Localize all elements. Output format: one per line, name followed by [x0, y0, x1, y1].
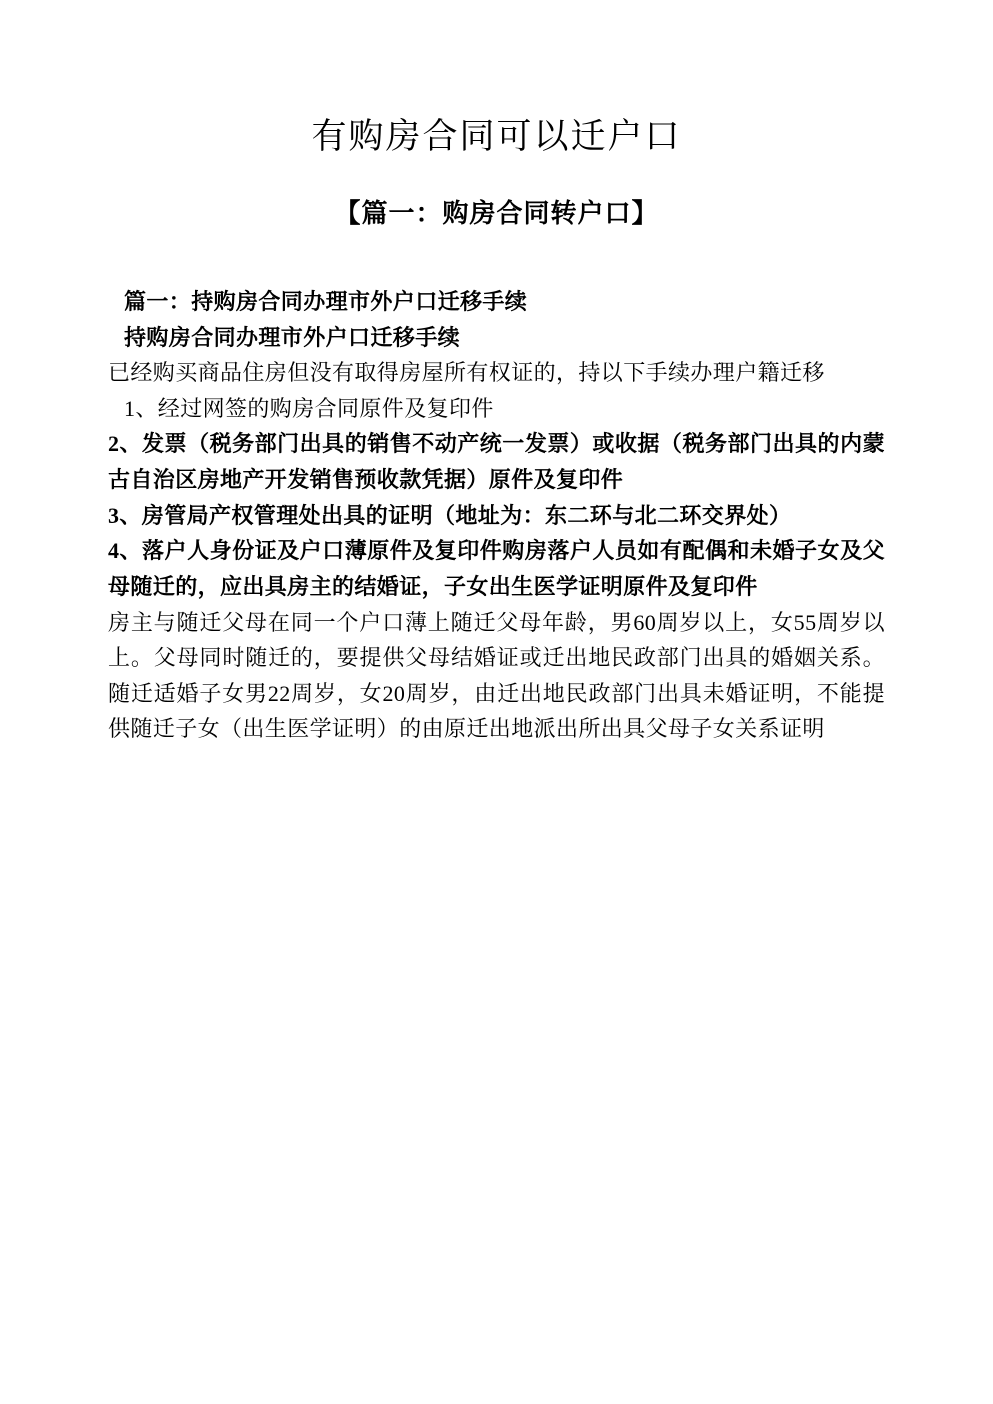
list-item-1: 1、经过网签的购房合同原件及复印件 [124, 395, 494, 421]
list-item-2: 2、发票（税务部门出具的销售不动产统一发票）或收据（税务部门出具的内蒙古自治区房地产开发销售预收款凭据）原件及复印件 [108, 431, 885, 493]
paragraph-procedure-title: 持购房合同办理市外户口迁移手续 [124, 324, 461, 350]
list-item-3: 3、房管局产权管理处出具的证明（地址为：东二环与北二环交界处） [108, 502, 792, 528]
section-heading-pian-yi: 篇一：持购房合同办理市外户口迁移手续 [124, 288, 528, 314]
document-body [108, 284, 885, 747]
paragraph-relocation-rules: 房主与随迁父母在同一个户口薄上随迁父母年龄，男60周岁以上，女55周岁以上。父母同时随迁的，要提供父母结婚证或迁出地民政部门出具的婚姻关系。随迁适婚子女男22周岁，女20周岁，由迁出地民政部门出具未婚证明，不能提供随迁子女（出生医学证明）的由原迁出地派出所出具父母子女关系证明 [108, 609, 885, 742]
paragraph-condition: 已经购买商品住房但没有取得房屋所有权证的，持以下手续办理户籍迁移 [108, 360, 825, 386]
list-item-4: 4、落户人身份证及户口薄原件及复印件购房落户人员如有配偶和未婚子女及父母随迁的，应出具房主的结婚证，子女出生医学证明原件及复印件 [108, 538, 885, 599]
document-subtitle: 【篇一：购房合同转户口】 [334, 198, 659, 228]
document-title: 有购房合同可以迁户口 [311, 117, 682, 156]
